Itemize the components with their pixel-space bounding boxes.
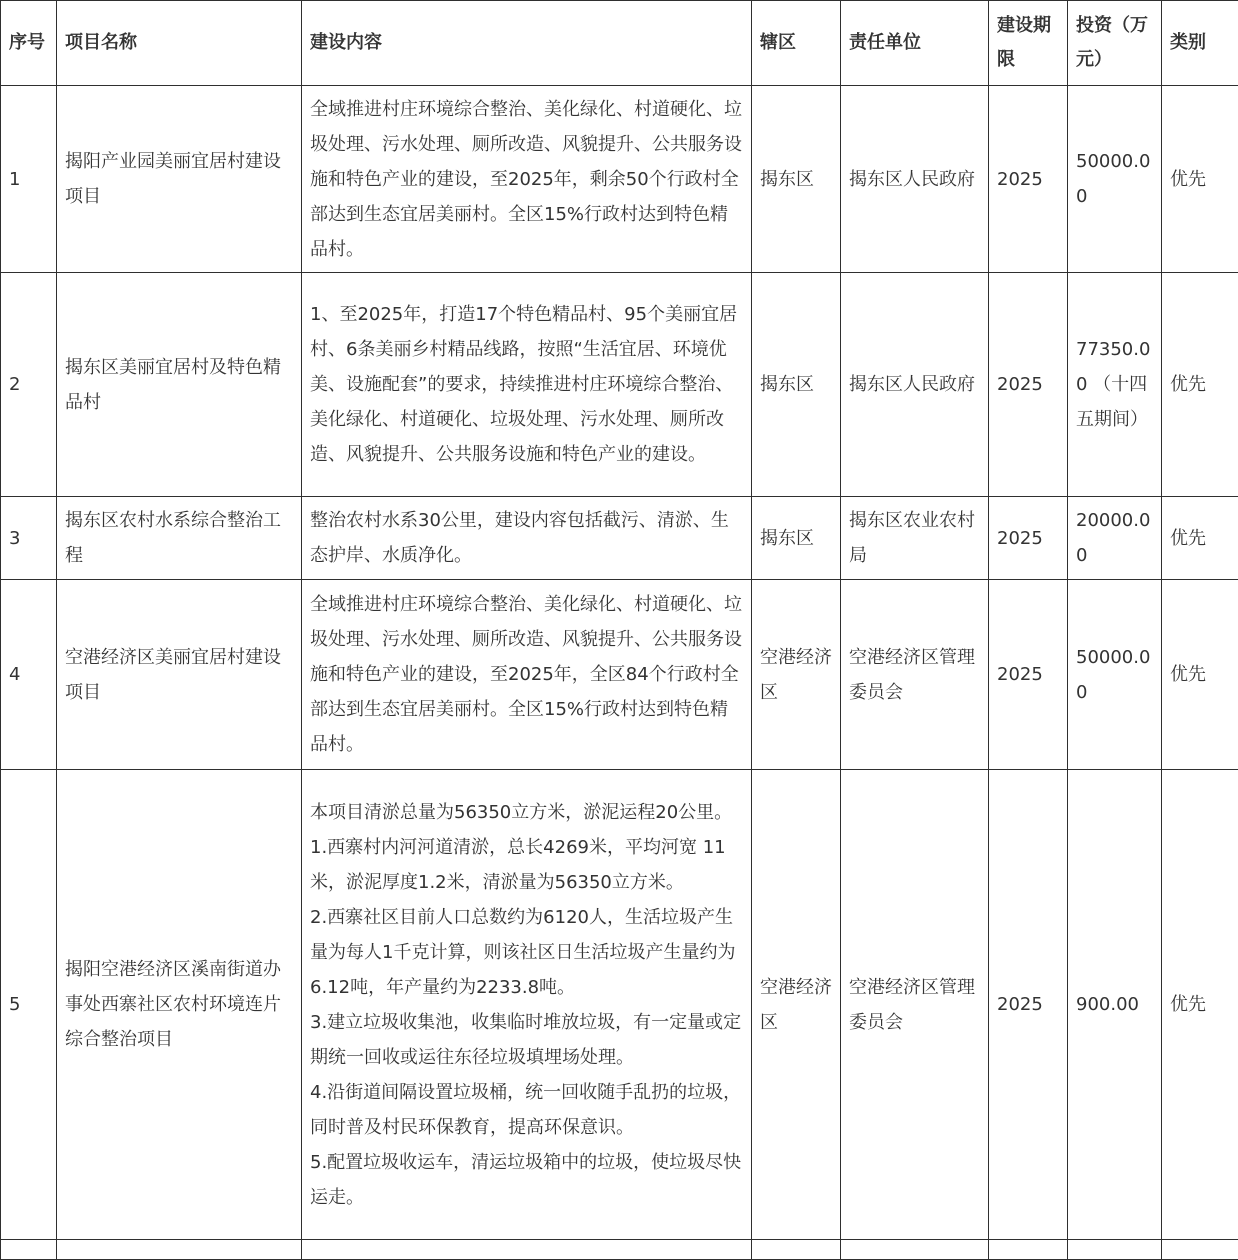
cell-empty bbox=[752, 1240, 841, 1260]
cell-empty bbox=[1068, 1240, 1162, 1260]
cell-period: 2025 bbox=[989, 770, 1068, 1240]
cell-period: 2025 bbox=[989, 497, 1068, 580]
cell-invest: 50000.00 bbox=[1068, 580, 1162, 770]
table-row bbox=[1, 86, 1238, 273]
cell-invest: 77350.00 （十四五期间） bbox=[1068, 273, 1162, 497]
cell-content bbox=[302, 273, 752, 497]
cell-content bbox=[302, 580, 752, 770]
content-line: 1.西寨村内河河道清淤，总长4269米，平均河宽 11米，淤泥厚度1.2米，清淤量为56350立方米。 bbox=[310, 830, 743, 900]
cell-district: 空港经济区 bbox=[752, 580, 841, 770]
table-row-partial bbox=[1, 1240, 1238, 1260]
content-line: 全域推进村庄环境综合整治、美化绿化、村道硬化、垃圾处理、污水处理、厕所改造、风貌提升、公共服务设施和特色产业的建设，至2025年，全区84个行政村全部达到生态宜居美丽村。全区15%行政村达到特色精品村。 bbox=[310, 587, 743, 762]
content-line: 本项目清淤总量为56350立方米，淤泥运程20公里。 bbox=[310, 795, 743, 830]
content-line: 3.建立垃圾收集池，收集临时堆放垃圾，有一定量或定期统一回收或运往东径垃圾填埋场处理。 bbox=[310, 1005, 743, 1075]
cell-period: 2025 bbox=[989, 273, 1068, 497]
header-period: 建设期限 bbox=[989, 1, 1068, 86]
cell-category: 优先 bbox=[1162, 770, 1238, 1240]
cell-name: 揭东区农村水系综合整治工程 bbox=[57, 497, 302, 580]
cell-content bbox=[302, 497, 752, 580]
cell-seq: 3 bbox=[1, 497, 57, 580]
cell-seq: 4 bbox=[1, 580, 57, 770]
cell-empty bbox=[57, 1240, 302, 1260]
header-district: 辖区 bbox=[752, 1, 841, 86]
cell-period: 2025 bbox=[989, 580, 1068, 770]
cell-empty bbox=[1162, 1240, 1238, 1260]
cell-district: 揭东区 bbox=[752, 273, 841, 497]
cell-empty bbox=[1, 1240, 57, 1260]
table-row bbox=[1, 770, 1238, 1240]
cell-invest: 50000.00 bbox=[1068, 86, 1162, 273]
cell-unit: 揭东区人民政府 bbox=[841, 86, 989, 273]
cell-category: 优先 bbox=[1162, 497, 1238, 580]
cell-seq: 2 bbox=[1, 273, 57, 497]
cell-unit: 揭东区农业农村局 bbox=[841, 497, 989, 580]
content-line: 2.西寨社区目前人口总数约为6120人，生活垃圾产生量为每人1千克计算，则该社区日生活垃圾产生量约为6.12吨，年产量约为2233.8吨。 bbox=[310, 900, 743, 1005]
header-invest: 投资（万元） bbox=[1068, 1, 1162, 86]
cell-name: 揭阳空港经济区溪南街道办事处西寨社区农村环境连片综合整治项目 bbox=[57, 770, 302, 1240]
cell-empty bbox=[302, 1240, 752, 1260]
header-name: 项目名称 bbox=[57, 1, 302, 86]
cell-name: 空港经济区美丽宜居村建设项目 bbox=[57, 580, 302, 770]
cell-seq: 5 bbox=[1, 770, 57, 1240]
cell-invest: 20000.00 bbox=[1068, 497, 1162, 580]
cell-unit: 空港经济区管理委员会 bbox=[841, 770, 989, 1240]
content-line: 4.沿街道间隔设置垃圾桶，统一回收随手乱扔的垃圾，同时普及村民环保教育，提高环保意识。 bbox=[310, 1075, 743, 1145]
table-row bbox=[1, 580, 1238, 770]
cell-category: 优先 bbox=[1162, 580, 1238, 770]
cell-name: 揭阳产业园美丽宜居村建设项目 bbox=[57, 86, 302, 273]
content-line: 1、至2025年，打造17个特色精品村、95个美丽宜居村、6条美丽乡村精品线路，按照“生活宜居、环境优美、设施配套”的要求，持续推进村庄环境综合整治、美化绿化、村道硬化、垃圾处理、污水处理、厕所改造、风貌提升、公共服务设施和特色产业的建设。 bbox=[310, 297, 743, 472]
cell-category: 优先 bbox=[1162, 273, 1238, 497]
cell-content bbox=[302, 86, 752, 273]
content-line: 5.配置垃圾收运车，清运垃圾箱中的垃圾，使垃圾尽快运走。 bbox=[310, 1145, 743, 1215]
cell-unit: 空港经济区管理委员会 bbox=[841, 580, 989, 770]
cell-empty bbox=[841, 1240, 989, 1260]
cell-district: 揭东区 bbox=[752, 86, 841, 273]
cell-category: 优先 bbox=[1162, 86, 1238, 273]
table-row bbox=[1, 497, 1238, 580]
cell-empty bbox=[989, 1240, 1068, 1260]
cell-district: 空港经济区 bbox=[752, 770, 841, 1240]
cell-unit: 揭东区人民政府 bbox=[841, 273, 989, 497]
content-line: 整治农村水系30公里，建设内容包括截污、清淤、生态护岸、水质净化。 bbox=[310, 503, 743, 573]
header-unit: 责任单位 bbox=[841, 1, 989, 86]
header-category: 类别 bbox=[1162, 1, 1238, 86]
cell-invest: 900.00 bbox=[1068, 770, 1162, 1240]
table-row bbox=[1, 273, 1238, 497]
cell-name: 揭东区美丽宜居村及特色精品村 bbox=[57, 273, 302, 497]
header-content: 建设内容 bbox=[302, 1, 752, 86]
cell-content bbox=[302, 770, 752, 1240]
header-seq: 序号 bbox=[1, 1, 57, 86]
content-line: 全域推进村庄环境综合整治、美化绿化、村道硬化、垃圾处理、污水处理、厕所改造、风貌提升、公共服务设施和特色产业的建设，至2025年，剩余50个行政村全部达到生态宜居美丽村。全区15%行政村达到特色精品村。 bbox=[310, 92, 743, 267]
cell-period: 2025 bbox=[989, 86, 1068, 273]
header-row bbox=[1, 1, 1238, 86]
cell-seq: 1 bbox=[1, 86, 57, 273]
cell-district: 揭东区 bbox=[752, 497, 841, 580]
